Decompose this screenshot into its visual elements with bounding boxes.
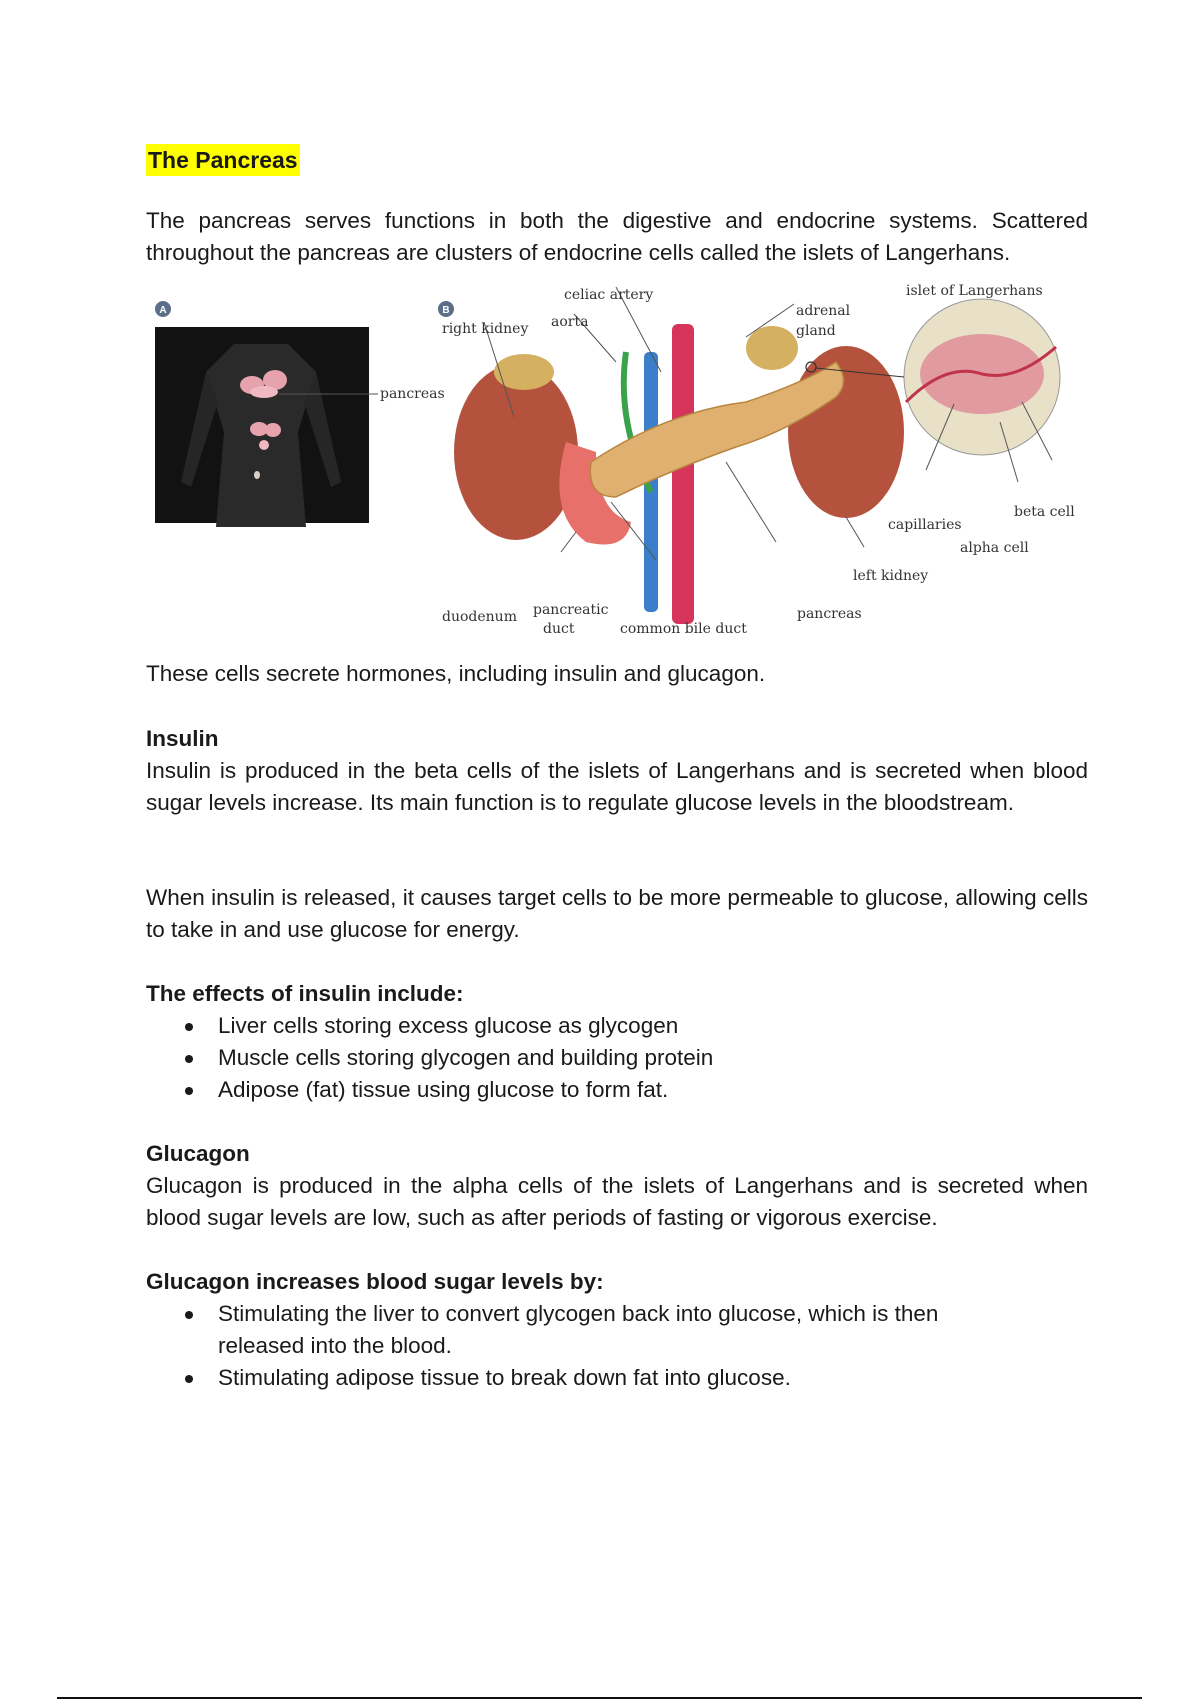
right-kidney-label: right kidney — [442, 321, 529, 337]
right-kidney-shape — [454, 364, 578, 540]
gland-label: gland — [796, 323, 836, 339]
pancreas-shape-a — [250, 386, 278, 398]
list-item: Liver cells storing excess glucose as glycogen — [146, 1010, 1088, 1042]
panel-a-letter: A — [159, 305, 167, 316]
insulin-heading: Insulin — [146, 726, 219, 751]
common-bile-duct-label: common bile duct — [620, 621, 747, 637]
glucagon-effects-heading: Glucagon increases blood sugar levels by: — [146, 1269, 604, 1294]
panel-a — [155, 301, 445, 527]
adrenal-label: adrenal — [796, 303, 851, 319]
left-kidney-shape — [788, 346, 904, 518]
left-kidney-label: left kidney — [853, 568, 929, 584]
insulin-paragraph-2: When insulin is released, it causes target cells to be more permeable to glucose, allowing cells to take in and use glucose for energy. — [146, 885, 1088, 942]
duodenum-label: duodenum — [442, 609, 517, 625]
pancreas-label-b: pancreas — [797, 606, 862, 622]
page-title: The Pancreas — [146, 144, 300, 176]
intro-paragraph: The pancreas serves functions in both the digestive and endocrine systems. Scattered throughout the pancreas are clusters of endocrine cells called the islets of Langerhans. — [146, 208, 1088, 265]
anatomy-illustration — [146, 282, 1086, 652]
beta-cell-label: beta cell — [1014, 504, 1075, 520]
glucagon-heading: Glucagon — [146, 1141, 250, 1166]
left-adrenal-shape — [746, 326, 798, 370]
pancreas-anatomy-figure — [146, 282, 1086, 652]
glucagon-paragraph: Glucagon is produced in the alpha cells of the islets of Langerhans and is secreted when blood sugar levels are low, such as after periods of fasting or vigorous exercise. — [146, 1173, 1088, 1230]
gland-shape-a — [265, 423, 281, 437]
list-item: Adipose (fat) tissue using glucose to form fat. — [146, 1074, 1088, 1106]
islet-label: islet of Langerhans — [906, 283, 1043, 299]
panel-b — [438, 283, 1075, 637]
pancreatic-label: pancreatic — [533, 602, 609, 618]
insulin-effects-heading: The effects of insulin include: — [146, 981, 464, 1006]
capillaries-label: capillaries — [888, 517, 962, 533]
list-item: Stimulating the liver to convert glycogen back into glucose, which is then released into the blood. — [146, 1298, 1006, 1362]
leader-line — [846, 517, 864, 547]
leader-line — [561, 532, 576, 552]
gland-shape-a — [254, 471, 260, 479]
insulin-effects-list — [146, 1010, 1088, 1106]
pancreas-label-a: pancreas — [380, 386, 445, 402]
list-item: Stimulating adipose tissue to break down fat into glucose. — [146, 1362, 1006, 1394]
duct-label: duct — [543, 621, 575, 637]
aorta-vessel — [672, 324, 694, 624]
page-bottom-rule — [57, 1697, 1142, 1699]
list-item: Muscle cells storing glycogen and building protein — [146, 1042, 1088, 1074]
celiac-artery-label: celiac artery — [564, 287, 654, 303]
aorta-label: aorta — [551, 314, 589, 330]
glucagon-effects-list — [146, 1298, 1006, 1394]
gland-shape-a — [259, 440, 269, 450]
insulin-paragraph-1: Insulin is produced in the beta cells of the islets of Langerhans and is secreted when blood sugar levels increase. Its main function is to regulate glucose levels in the bloodstream. — [146, 758, 1088, 815]
hormones-sentence: These cells secrete hormones, including insulin and glucagon. — [146, 661, 766, 686]
leader-line — [726, 462, 776, 542]
right-adrenal-shape — [494, 354, 554, 390]
alpha-cell-label: alpha cell — [960, 540, 1029, 556]
panel-b-letter: B — [442, 305, 450, 316]
